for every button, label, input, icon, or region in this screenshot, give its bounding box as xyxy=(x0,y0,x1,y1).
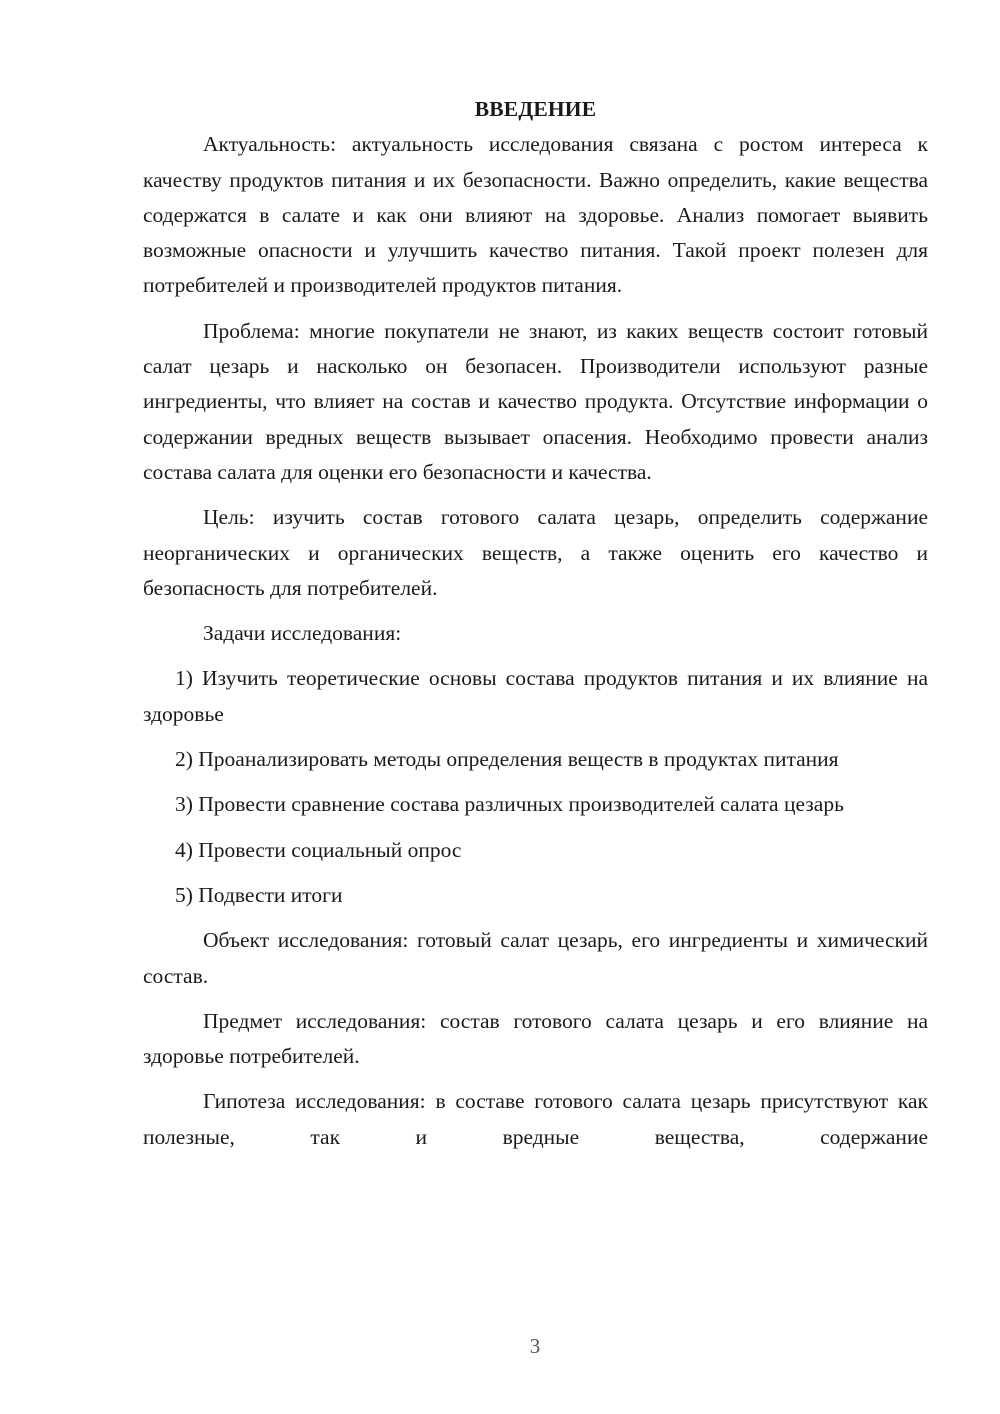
task-item-3: 3) Провести сравнение состава различных производителей салата цезарь xyxy=(175,792,844,817)
task-item-1: 1) Изучить теоретические основы состава продуктов питания и их влияние на здоровье xyxy=(143,666,928,726)
paragraph-subject: Предмет исследования: состав готового салата цезарь и его влияние на здоровье потребителей. xyxy=(143,1008,928,1069)
task-item-5: 5) Подвести итоги xyxy=(175,882,343,907)
paragraph-goal: Цель: изучить состав готового салата цезарь, определить содержание неорганических и органических веществ, а также оценить его качество и безопасность для потребителей. xyxy=(143,505,928,600)
document-page xyxy=(143,92,928,1155)
paragraph-tasks-heading: Задачи исследования: xyxy=(203,621,402,646)
task-item-2: 2) Проанализировать методы определения веществ в продуктах питания xyxy=(175,747,839,772)
paragraph-relevance: Актуальность: актуальность исследования связана с ростом интереса к качеству продуктов питания и их безопасности. Важно определить, какие вещества содержатся в салате и как они влияют на здоровье. Анализ помогает выявить возможные опасности и улучшить качество питания. Такой проект полезен для потребителей и производителей продуктов питания. xyxy=(143,132,928,298)
paragraph-hypothesis: Гипотеза исследования: в составе готового салата цезарь присутствуют как полезные, так и вредные вещества, содержание xyxy=(143,1089,928,1149)
paragraph-object: Объект исследования: готовый салат цезарь, его ингредиенты и химический состав. xyxy=(143,928,928,988)
section-title: ВВЕДЕНИЕ xyxy=(474,97,597,121)
task-item-4: 4) Провести социальный опрос xyxy=(175,837,462,862)
page-number: 3 xyxy=(529,1334,541,1358)
paragraph-problem: Проблема: многие покупатели не знают, из каких веществ состоит готовый салат цезарь и насколько он безопасен. Производители используют разные ингредиенты, что влияет на состав и качество продукта. Отсутствие информации о содержании вредных веществ вызывает опасения. Необходимо провести анализ состава салата для оценки его безопасности и качества. xyxy=(143,318,928,484)
